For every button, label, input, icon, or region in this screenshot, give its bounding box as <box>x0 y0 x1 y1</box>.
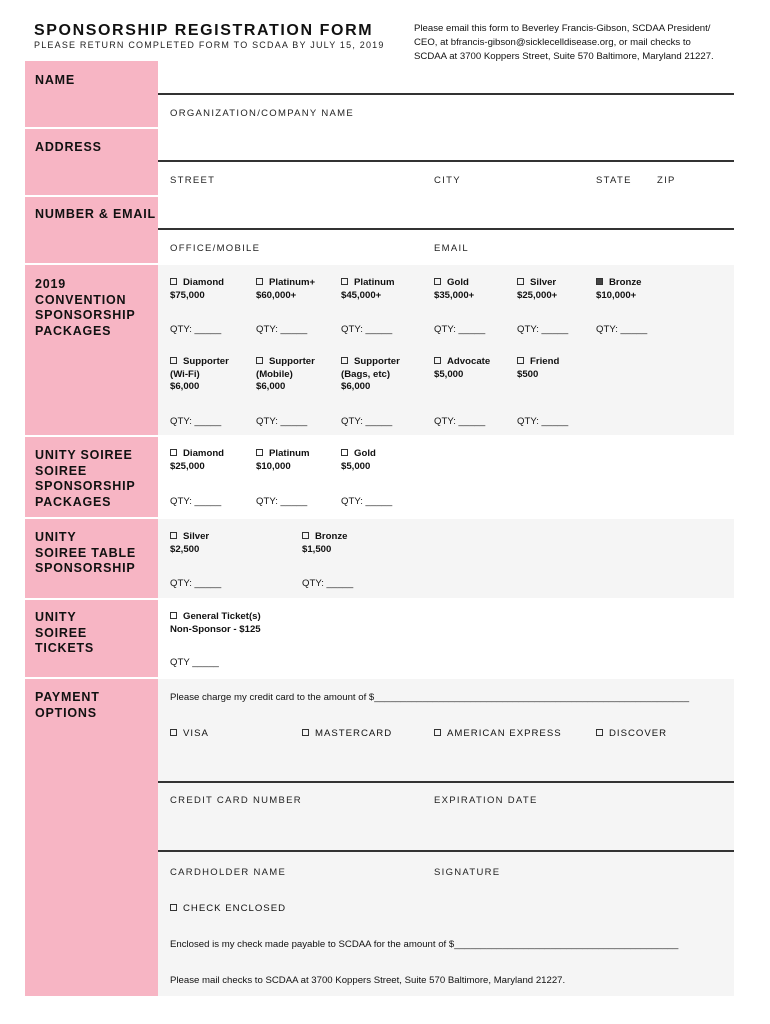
checkbox-icon[interactable] <box>341 278 348 285</box>
checkbox-icon[interactable] <box>256 357 263 364</box>
soiree-platinum[interactable]: Platinum $10,000 <box>256 448 310 472</box>
expiration-field[interactable]: EXPIRATION DATE <box>434 795 538 806</box>
checked-checkbox-icon[interactable] <box>596 278 603 285</box>
table-line-1: UNITY <box>35 530 77 544</box>
checkbox-icon[interactable] <box>341 357 348 364</box>
state-field[interactable]: STATE <box>596 175 632 186</box>
qty-soiree-gold[interactable]: QTY: _____ <box>341 496 393 507</box>
qty-soiree-platinum[interactable]: QTY: _____ <box>256 496 308 507</box>
street-field[interactable]: STREET <box>170 175 216 186</box>
note-line-3: SCDAA at 3700 Koppers Street, Suite 570 Baltimore, Maryland 21227. <box>414 51 714 62</box>
checkbox-icon[interactable] <box>341 449 348 456</box>
checkbox-icon[interactable] <box>434 357 441 364</box>
package-supporter-mobile[interactable]: Supporter (Mobile) $6,000 <box>256 356 315 392</box>
package-bronze[interactable]: Bronze $10,000+ <box>596 277 642 301</box>
convention-line-4: PACKAGES <box>35 323 112 338</box>
checkbox-icon[interactable] <box>517 278 524 285</box>
checkbox-icon[interactable] <box>170 357 177 364</box>
charge-amount-field[interactable]: Please charge my credit card to the amount of $___________________________________________________________ <box>170 692 690 703</box>
check-enclosed-option[interactable]: CHECK ENCLOSED <box>170 903 286 914</box>
qty-gold[interactable]: QTY: _____ <box>434 324 486 335</box>
qty-platinum[interactable]: QTY: _____ <box>341 324 393 335</box>
package-silver[interactable]: Silver $25,000+ <box>517 277 558 301</box>
check-amount-field[interactable]: Enclosed is my check made payable to SCDAA for the amount of $__________________________________________ <box>170 939 679 950</box>
table-bronze[interactable]: Bronze $1,500 <box>302 531 348 555</box>
package-supporter-bags[interactable]: Supporter (Bags, etc) $6,000 <box>341 356 400 392</box>
qty-bronze[interactable]: QTY: _____ <box>596 324 648 335</box>
package-platinum-plus[interactable]: Platinum+ $60,000+ <box>256 277 316 301</box>
payment-rule-2 <box>158 850 734 852</box>
soiree-diamond[interactable]: Diamond $25,000 <box>170 448 225 472</box>
section-payment <box>35 690 100 721</box>
checkbox-icon[interactable] <box>517 357 524 364</box>
soiree-line-3: SPONSORSHIP <box>35 479 136 493</box>
checkbox-icon[interactable] <box>256 278 263 285</box>
note-line-2: CEO, at bfrancis-gibson@sicklecelldisease.org, or mail checks to <box>414 37 691 48</box>
qty-platinum-plus[interactable]: QTY: _____ <box>256 324 308 335</box>
checkbox-icon[interactable] <box>170 449 177 456</box>
table-silver[interactable]: Silver $2,500 <box>170 531 210 555</box>
qty-friend[interactable]: QTY: _____ <box>517 416 569 427</box>
qty-silver[interactable]: QTY: _____ <box>517 324 569 335</box>
table-panel <box>158 519 734 598</box>
qty-table-bronze[interactable]: QTY: _____ <box>302 578 354 589</box>
qty-supporter-mobile[interactable]: QTY: _____ <box>256 416 308 427</box>
soiree-gold[interactable]: Gold $5,000 <box>341 448 376 472</box>
office-mobile-field[interactable]: OFFICE/MOBILE <box>170 243 261 254</box>
qty-supporter-wifi[interactable]: QTY: _____ <box>170 416 222 427</box>
section-tickets <box>35 610 94 657</box>
section-address: ADDRESS <box>35 140 102 154</box>
section-convention <box>35 277 136 339</box>
package-friend[interactable]: Friend $500 <box>517 356 560 380</box>
zip-field[interactable]: ZIP <box>657 175 676 186</box>
mail-checks-note: Please mail checks to SCDAA at 3700 Koppers Street, Suite 570 Baltimore, Maryland 21227. <box>170 975 566 986</box>
tickets-line-2: SOIREE <box>35 625 88 640</box>
sidebar-name <box>25 61 158 127</box>
visa-option[interactable]: VISA <box>170 728 209 739</box>
soiree-line-2: SOIREE <box>35 463 88 478</box>
qty-table-silver[interactable]: QTY: _____ <box>170 578 222 589</box>
note-line-1: Please email this form to Beverley Francis-Gibson, SCDAA President/ <box>414 23 711 34</box>
checkbox-icon[interactable] <box>302 532 309 539</box>
payment-line-2: OPTIONS <box>35 705 97 720</box>
email-field[interactable]: EMAIL <box>434 243 470 254</box>
section-table-sponsorship <box>35 530 136 577</box>
section-name: NAME <box>35 73 76 87</box>
soiree-line-4: PACKAGES <box>35 494 112 509</box>
qty-tickets[interactable]: QTY _____ <box>170 657 219 668</box>
checkbox-icon[interactable] <box>256 449 263 456</box>
name-rule <box>158 93 734 95</box>
convention-line-3: SPONSORSHIP <box>35 308 136 322</box>
general-ticket[interactable]: General Ticket(s) Non-Sponsor - $125 <box>170 611 261 635</box>
soiree-line-1: UNITY SOIREE <box>35 448 133 462</box>
qty-soiree-diamond[interactable]: QTY: _____ <box>170 496 222 507</box>
checkbox-icon[interactable] <box>170 278 177 285</box>
form-title: SPONSORSHIP REGISTRATION FORM <box>34 22 374 39</box>
checkbox-icon[interactable] <box>434 278 441 285</box>
convention-line-2: CONVENTION <box>35 292 127 307</box>
mastercard-option[interactable]: MASTERCARD <box>302 728 392 739</box>
checkbox-icon[interactable] <box>170 612 177 619</box>
package-supporter-wifi[interactable]: Supporter (Wi-Fi) $6,000 <box>170 356 229 392</box>
address-rule <box>158 160 734 162</box>
package-platinum[interactable]: Platinum $45,000+ <box>341 277 395 301</box>
checkbox-icon[interactable] <box>596 729 603 736</box>
package-diamond[interactable]: Diamond $75,000 <box>170 277 225 301</box>
payment-line-1: PAYMENT <box>35 690 100 704</box>
city-field[interactable]: CITY <box>434 175 461 186</box>
section-soiree-packages <box>35 448 136 510</box>
payment-rule-1 <box>158 781 734 783</box>
checkbox-icon[interactable] <box>170 532 177 539</box>
signature-field[interactable]: SIGNATURE <box>434 867 501 878</box>
checkbox-icon[interactable] <box>302 729 309 736</box>
table-line-3: SPONSORSHIP <box>35 561 136 575</box>
checkbox-icon[interactable] <box>170 904 177 911</box>
qty-diamond[interactable]: QTY: _____ <box>170 324 222 335</box>
contact-rule <box>158 228 734 230</box>
section-number-email: NUMBER & EMAIL <box>35 207 156 221</box>
tickets-line-1: UNITY <box>35 610 77 624</box>
package-advocate[interactable]: Advocate $5,000 <box>434 356 491 380</box>
convention-line-1: 2019 <box>35 277 67 291</box>
table-line-2: SOIREE TABLE <box>35 545 137 560</box>
checkbox-icon[interactable] <box>170 729 177 736</box>
org-name-field[interactable]: ORGANIZATION/COMPANY NAME <box>170 108 354 119</box>
sidebar-address <box>25 129 158 195</box>
form-subtitle: PLEASE RETURN COMPLETED FORM TO SCDAA BY JULY 15, 2019 <box>34 40 385 50</box>
payment-panel-card <box>158 783 734 851</box>
cardholder-field[interactable]: CARDHOLDER NAME <box>170 867 287 878</box>
discover-option[interactable]: DISCOVER <box>596 728 667 739</box>
sidebar-payment <box>25 679 158 996</box>
amex-option[interactable]: AMERICAN EXPRESS <box>434 728 562 739</box>
qty-advocate[interactable]: QTY: _____ <box>434 416 486 427</box>
tickets-line-3: TICKETS <box>35 641 95 655</box>
card-number-field[interactable]: CREDIT CARD NUMBER <box>170 795 302 806</box>
package-gold[interactable]: Gold $35,000+ <box>434 277 475 301</box>
checkbox-icon[interactable] <box>434 729 441 736</box>
qty-supporter-bags[interactable]: QTY: _____ <box>341 416 393 427</box>
instructions-note <box>414 22 744 64</box>
